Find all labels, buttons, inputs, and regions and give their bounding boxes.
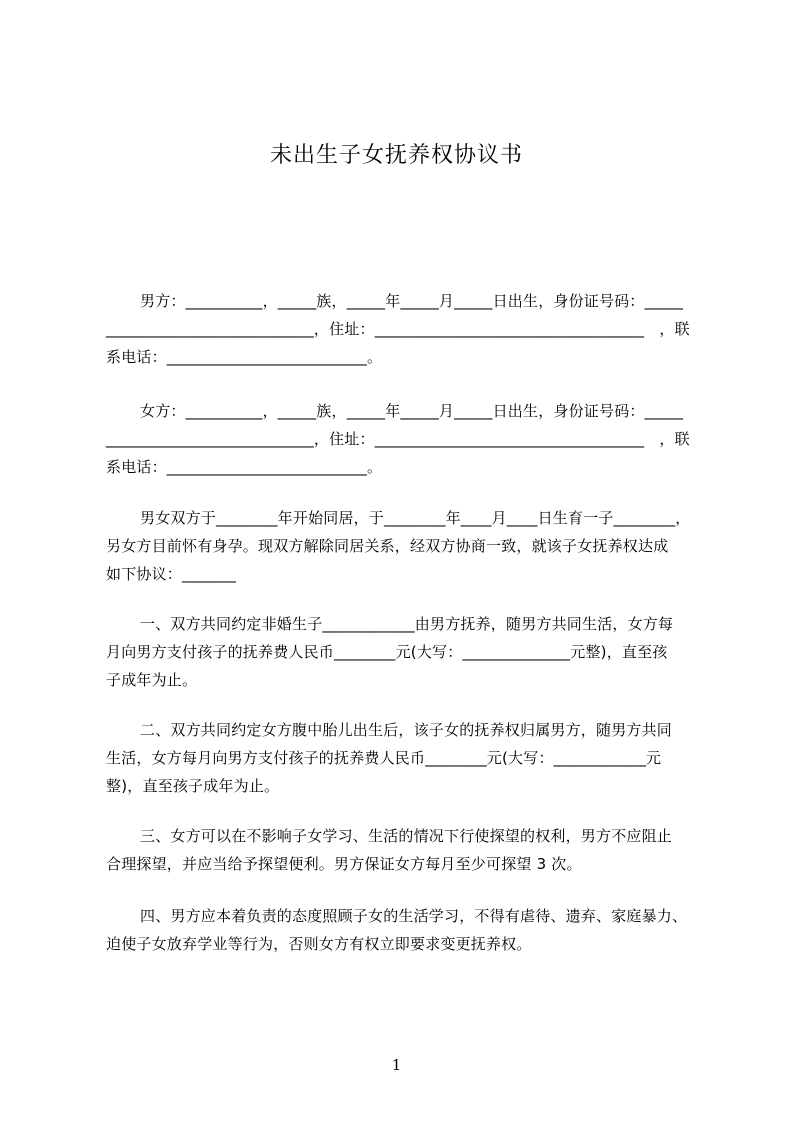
page-number: 1 xyxy=(391,1056,402,1074)
paragraph-line: 男女双方于________年开始同居，于________年____月____日生育一子________， xyxy=(140,509,691,527)
paragraph-line: 月向男方支付孩子的抚养费人民币________元(大写：______________元整)，直至孩 xyxy=(106,643,668,661)
paragraph-line: 如下协议：_______ xyxy=(106,565,236,583)
paragraph-line: 一、双方共同约定非婚生子____________由男方抚养，随男方共同生活，女方每 xyxy=(140,615,674,633)
paragraph-line: 三、女方可以在不影响子女学习、生活的情况下行使探望的权利，男方不应阻止 xyxy=(140,827,673,845)
paragraph-line: 二、双方共同约定女方腹中胎儿出生后，该子女的抚养权归属男方，随男方共同 xyxy=(140,721,673,739)
paragraph-line: 生活，女方每月向男方支付孩子的抚养费人民币________元(大写：____________元 xyxy=(106,749,662,767)
paragraph-line: 整)，直至孩子成年为止。 xyxy=(106,777,280,795)
document-title: 未出生子女抚养权协议书 xyxy=(269,143,523,168)
paragraph-line: ___________________________，住址：___________________________________ ，联 xyxy=(106,430,690,448)
paragraph-line: 系电话：__________________________。 xyxy=(106,348,383,366)
paragraph-line: 四、男方应本着负责的态度照顾子女的生活学习，不得有虐待、遗弃、家庭暴力、 xyxy=(140,907,688,925)
paragraph-line: ___________________________，住址：___________________________________ ，联 xyxy=(106,320,690,338)
paragraph-line: 女方：__________，_____族，_____年_____月_____日出生，身份证号码：_____ xyxy=(140,402,684,420)
paragraph-line: 另女方目前怀有身孕。现双方解除同居关系，经双方协商一致，就该子女抚养权达成 xyxy=(106,537,669,555)
paragraph-line: 合理探望，并应当给予探望便利。男方保证女方每月至少可探望 3 次。 xyxy=(106,855,582,873)
paragraph-line: 迫使子女放弃学业等行为，否则女方有权立即要求变更抚养权。 xyxy=(106,935,532,953)
paragraph-line: 子成年为止。 xyxy=(106,671,198,689)
paragraph-line: 男方：__________，_____族，_____年_____月_____日出生，身份证号码：_____ xyxy=(140,292,684,310)
paragraph-line: 系电话：__________________________。 xyxy=(106,458,383,476)
